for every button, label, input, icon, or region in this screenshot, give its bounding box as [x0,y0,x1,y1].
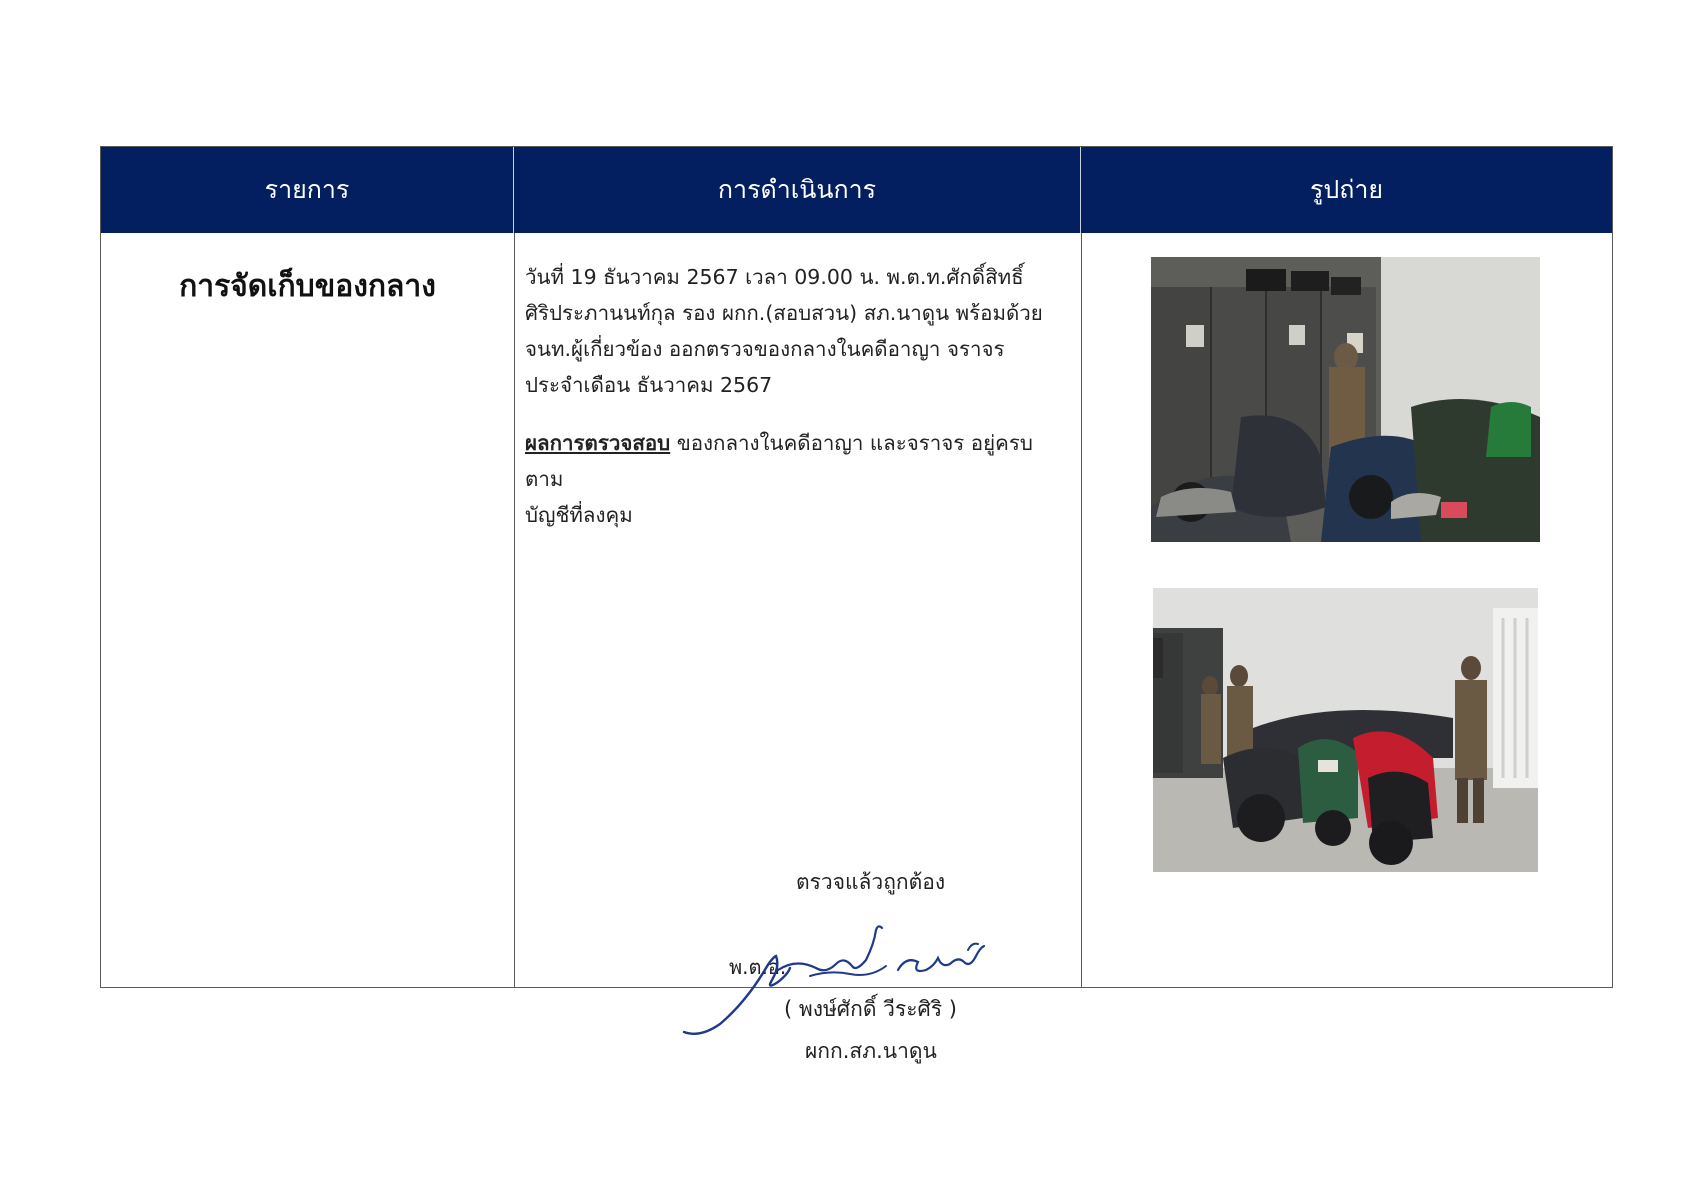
record-table [100,146,1613,988]
signer-rank: พ.ต.อ. [729,955,787,979]
signer-name: ( พงษ์ศักดิ์ วีระศิริ ) [784,997,957,1021]
evidence-photo-inspection [1153,588,1538,872]
result-paragraph [525,425,1070,497]
result-text-cont: บัญชีที่ลงคุม [525,503,633,527]
action-line: วันที่ 19 ธันวาคม 2567 เวลา 09.00 น. พ.ต.ท.ศักดิ์สิทธิ์ [525,265,1024,289]
result-label: ผลการตรวจสอบ [525,431,671,455]
action-line: จนท.ผู้เกี่ยวข้อง ออกตรวจของกลางในคดีอาญา จราจร [525,337,1005,361]
verified-note: ตรวจแล้วถูกต้อง [796,870,946,894]
header-photo: รูปถ่าย [1309,175,1384,204]
result-text: ของกลางในคดีอาญา และจราจร อยู่ครบตาม [525,431,1033,491]
table-header [101,147,1612,233]
handwritten-signature [680,920,1010,1049]
item-title: การจัดเก็บของกลาง [179,269,436,304]
action-description [525,259,1070,533]
evidence-photo-storage-room [1151,257,1540,542]
header-action: การดำเนินการ [514,147,1081,233]
column-divider [1081,233,1082,987]
action-line: ประจำเดือน ธันวาคม 2567 [525,373,773,397]
signer-position: ผกก.สภ.นาดูน [805,1039,937,1063]
header-item: รายการ [101,147,514,233]
action-line: ศิริประภานนท์กุล รอง ผกก.(สอบสวน) สภ.นาดูน พร้อมด้วย [525,301,1043,325]
column-divider [514,233,515,987]
